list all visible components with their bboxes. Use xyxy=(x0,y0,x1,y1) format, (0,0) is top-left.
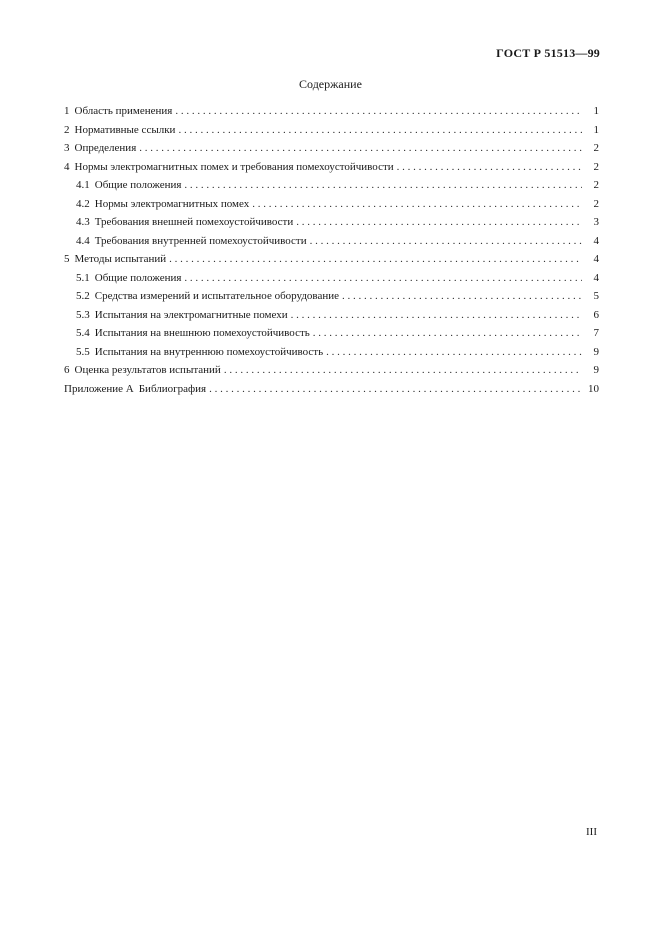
toc-entry-page: 2 xyxy=(593,142,599,154)
toc-entry-appendix-a[interactable] xyxy=(64,380,599,399)
toc-entry-page: 9 xyxy=(593,364,599,376)
table-of-contents xyxy=(64,102,599,398)
toc-entry-page: 1 xyxy=(593,123,599,136)
toc-entry-title: Нормативные ссылки xyxy=(74,123,176,136)
toc-entry-number: 5 xyxy=(64,253,70,265)
toc-entry-4-3[interactable] xyxy=(64,213,599,232)
page-number: III xyxy=(586,826,597,838)
toc-entry-number: 5.1 xyxy=(76,271,90,284)
toc-dot-leader xyxy=(397,158,582,177)
toc-entry-title: Средства измерений и испытательное оборудование xyxy=(94,290,340,302)
toc-entry-5-1[interactable] xyxy=(64,269,599,288)
toc-entry-4-1[interactable] xyxy=(64,176,599,195)
toc-dot-leader xyxy=(310,232,582,251)
toc-entry-number: 4.3 xyxy=(76,216,90,228)
toc-entry-page: 4 xyxy=(593,234,599,247)
toc-dot-leader xyxy=(326,343,582,362)
toc-entry-number: 4.1 xyxy=(76,179,90,191)
toc-entry-title: Нормы электромагнитных помех и требования помехоустойчивости xyxy=(74,160,394,173)
toc-dot-leader xyxy=(184,176,582,195)
toc-dot-leader xyxy=(252,195,582,214)
toc-dot-leader xyxy=(175,102,582,121)
toc-entry-title: Методы испытаний xyxy=(74,253,167,265)
toc-entry-number: 5.2 xyxy=(76,290,90,302)
toc-entry-page: 10 xyxy=(588,382,599,395)
document-code: ГОСТ Р 51513—99 xyxy=(496,46,600,60)
toc-entry-title: Общие положения xyxy=(94,271,182,284)
toc-entry-title: Оценка результатов испытаний xyxy=(74,364,221,376)
toc-entry-number: 3 xyxy=(64,142,70,154)
toc-entry-page: 9 xyxy=(593,345,599,358)
toc-entry-title: Испытания на внутреннюю помехоустойчивость xyxy=(94,345,324,358)
toc-entry-page: 5 xyxy=(593,290,599,302)
toc-entry-4-2[interactable] xyxy=(64,195,599,214)
toc-entry-title: Требования внешней помехоустойчивости xyxy=(94,216,294,228)
toc-entry-number: 4.2 xyxy=(76,197,90,210)
toc-dot-leader xyxy=(209,380,582,399)
toc-entry-page: 2 xyxy=(593,179,599,191)
toc-entry-title: Определения xyxy=(74,142,137,154)
toc-entry-5-5[interactable] xyxy=(64,343,599,362)
toc-entry-number: 5.4 xyxy=(76,327,90,339)
toc-entry-number: Приложение А xyxy=(64,382,134,395)
toc-entry-page: 3 xyxy=(593,216,599,228)
toc-entry-page: 2 xyxy=(593,160,599,173)
toc-dot-leader xyxy=(139,139,582,158)
toc-entry-5-3[interactable] xyxy=(64,306,599,325)
toc-entry-page: 6 xyxy=(593,308,599,321)
toc-dot-leader xyxy=(169,250,582,269)
toc-entry-title: Испытания на электромагнитные помехи xyxy=(94,308,288,321)
toc-entry-page: 4 xyxy=(593,253,599,265)
toc-entry-3[interactable] xyxy=(64,139,599,158)
toc-entry-page: 1 xyxy=(593,105,599,117)
toc-dot-leader xyxy=(184,269,582,288)
toc-dot-leader xyxy=(291,306,582,325)
toc-entry-number: 2 xyxy=(64,123,70,136)
toc-dot-leader xyxy=(313,324,582,343)
toc-entry-title: Требования внутренней помехоустойчивости xyxy=(94,234,307,247)
toc-entry-page: 7 xyxy=(593,327,599,339)
toc-entry-title: Общие положения xyxy=(94,179,182,191)
toc-entry-title: Библиография xyxy=(138,382,207,395)
toc-entry-5-2[interactable] xyxy=(64,287,599,306)
toc-entry-number: 5.5 xyxy=(76,345,90,358)
toc-entry-page: 2 xyxy=(593,197,599,210)
toc-dot-leader xyxy=(224,361,582,380)
toc-entry-title: Испытания на внешнюю помехоустойчивость xyxy=(94,327,310,339)
toc-dot-leader xyxy=(178,121,582,140)
toc-entry-number: 4.4 xyxy=(76,234,90,247)
toc-entry-number: 1 xyxy=(64,105,70,117)
toc-entry-5[interactable] xyxy=(64,250,599,269)
toc-title: Содержание xyxy=(299,77,362,91)
toc-entry-5-4[interactable] xyxy=(64,324,599,343)
toc-entry-2[interactable] xyxy=(64,121,599,140)
toc-entry-title: Область применения xyxy=(74,105,173,117)
toc-entry-number: 6 xyxy=(64,364,70,376)
toc-entry-6[interactable] xyxy=(64,361,599,380)
toc-dot-leader xyxy=(342,287,582,306)
toc-entry-1[interactable] xyxy=(64,102,599,121)
toc-entry-4[interactable] xyxy=(64,158,599,177)
toc-entry-title: Нормы электромагнитных помех xyxy=(94,197,250,210)
toc-dot-leader xyxy=(296,213,582,232)
toc-entry-4-4[interactable] xyxy=(64,232,599,251)
toc-entry-number: 5.3 xyxy=(76,308,90,321)
toc-entry-page: 4 xyxy=(593,271,599,284)
toc-entry-number: 4 xyxy=(64,160,70,173)
